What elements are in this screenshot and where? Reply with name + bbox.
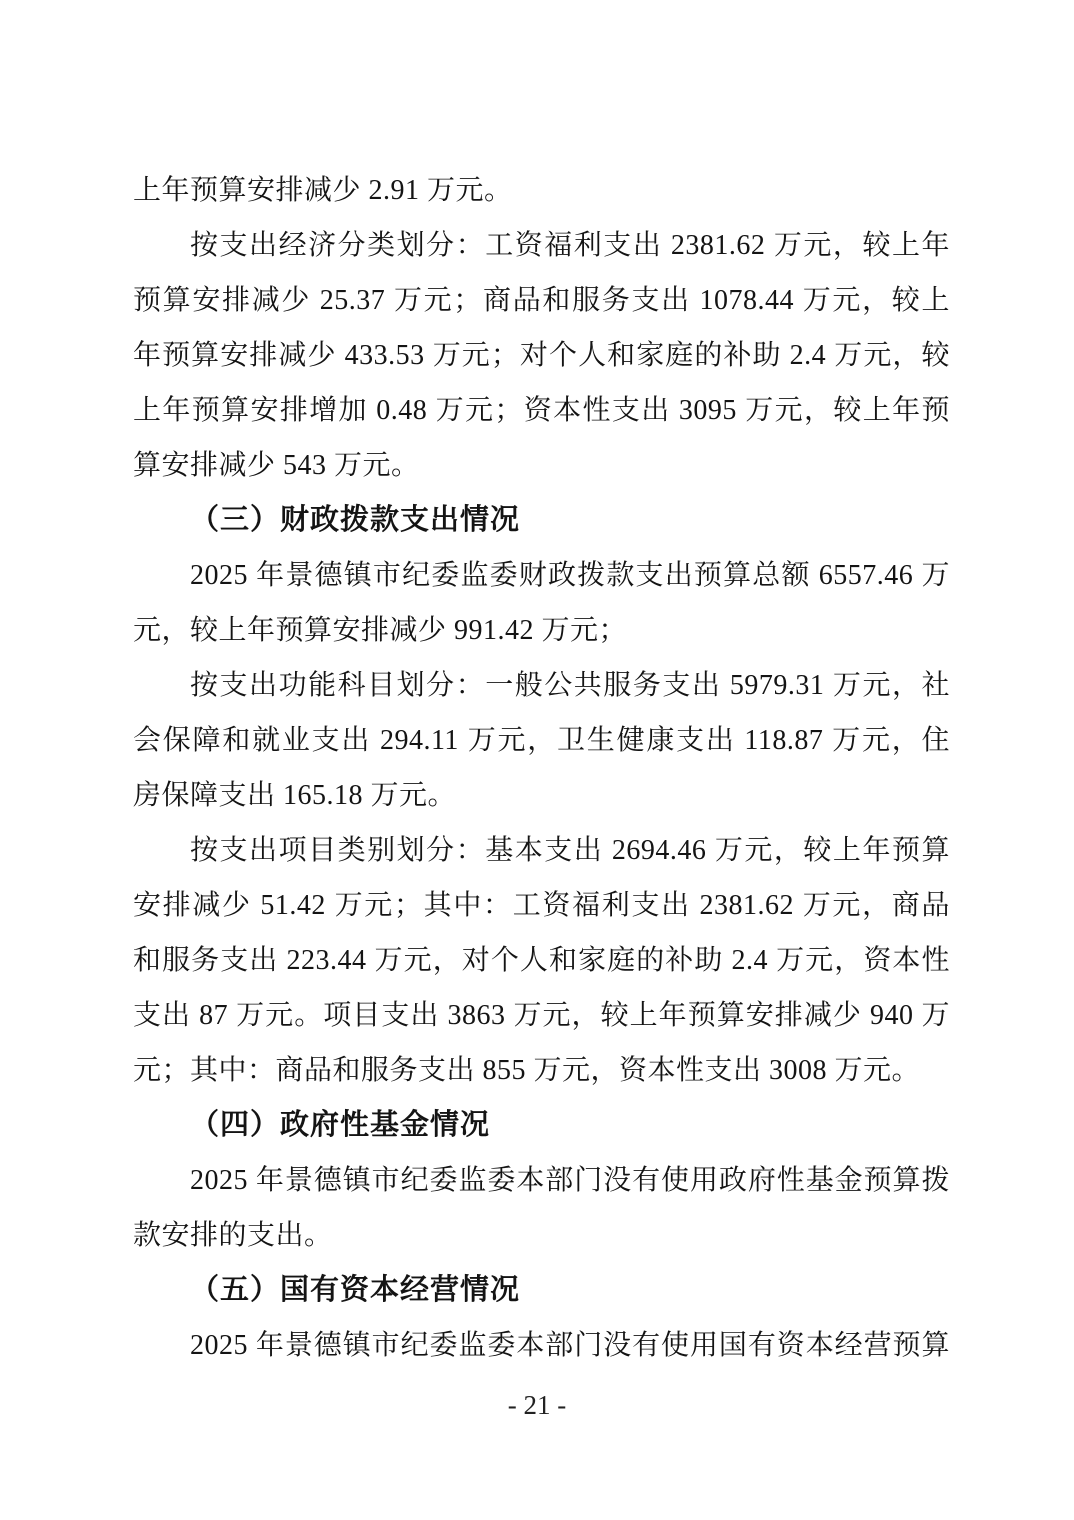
section-heading: （四）政府性基金情况 bbox=[190, 1109, 491, 1141]
text-line: 款安排的支出。 bbox=[133, 1220, 333, 1251]
text-line: 上年预算安排减少 2.91 万元。 bbox=[133, 175, 513, 206]
text-line: 和服务支出 223.44 万元，对个人和家庭的补助 2.4 万元，资本性 bbox=[133, 945, 950, 976]
section-heading: （五）国有资本经营情况 bbox=[190, 1274, 521, 1306]
section-heading: （三）财政拨款支出情况 bbox=[190, 504, 521, 536]
text-line: 年预算安排减少 433.53 万元；对个人和家庭的补助 2.4 万元，较 bbox=[133, 340, 950, 371]
text-line: 会保障和就业支出 294.11 万元，卫生健康支出 118.87 万元，住 bbox=[133, 725, 950, 756]
page-body bbox=[133, 163, 950, 1373]
text-line: 上年预算安排增加 0.48 万元；资本性支出 3095 万元，较上年预 bbox=[133, 395, 950, 426]
text-line: 2025 年景德镇市纪委监委财政拨款支出预算总额 6557.46 万 bbox=[190, 560, 950, 591]
text-line: 支出 87 万元。项目支出 3863 万元，较上年预算安排减少 940 万 bbox=[133, 1000, 950, 1031]
text-line: 房保障支出 165.18 万元。 bbox=[133, 780, 457, 811]
text-line: 按支出经济分类划分：工资福利支出 2381.62 万元，较上年 bbox=[190, 230, 950, 261]
text-line: 按支出功能科目划分：一般公共服务支出 5979.31 万元，社 bbox=[190, 670, 950, 701]
text-line: 安排减少 51.42 万元；其中：工资福利支出 2381.62 万元，商品 bbox=[133, 890, 950, 921]
text-line: 元，较上年预算安排减少 991.42 万元； bbox=[133, 615, 628, 646]
text-line: 元；其中：商品和服务支出 855 万元，资本性支出 3008 万元。 bbox=[133, 1055, 921, 1086]
page-number: - 21 - bbox=[507, 1390, 567, 1420]
text-line: 预算安排减少 25.37 万元；商品和服务支出 1078.44 万元，较上 bbox=[133, 285, 950, 316]
text-line: 2025 年景德镇市纪委监委本部门没有使用政府性基金预算拨 bbox=[190, 1165, 950, 1196]
text-line: 算安排减少 543 万元。 bbox=[133, 450, 420, 481]
text-line: 2025 年景德镇市纪委监委本部门没有使用国有资本经营预算 bbox=[190, 1330, 950, 1361]
text-line: 按支出项目类别划分：基本支出 2694.46 万元，较上年预算 bbox=[190, 835, 950, 866]
